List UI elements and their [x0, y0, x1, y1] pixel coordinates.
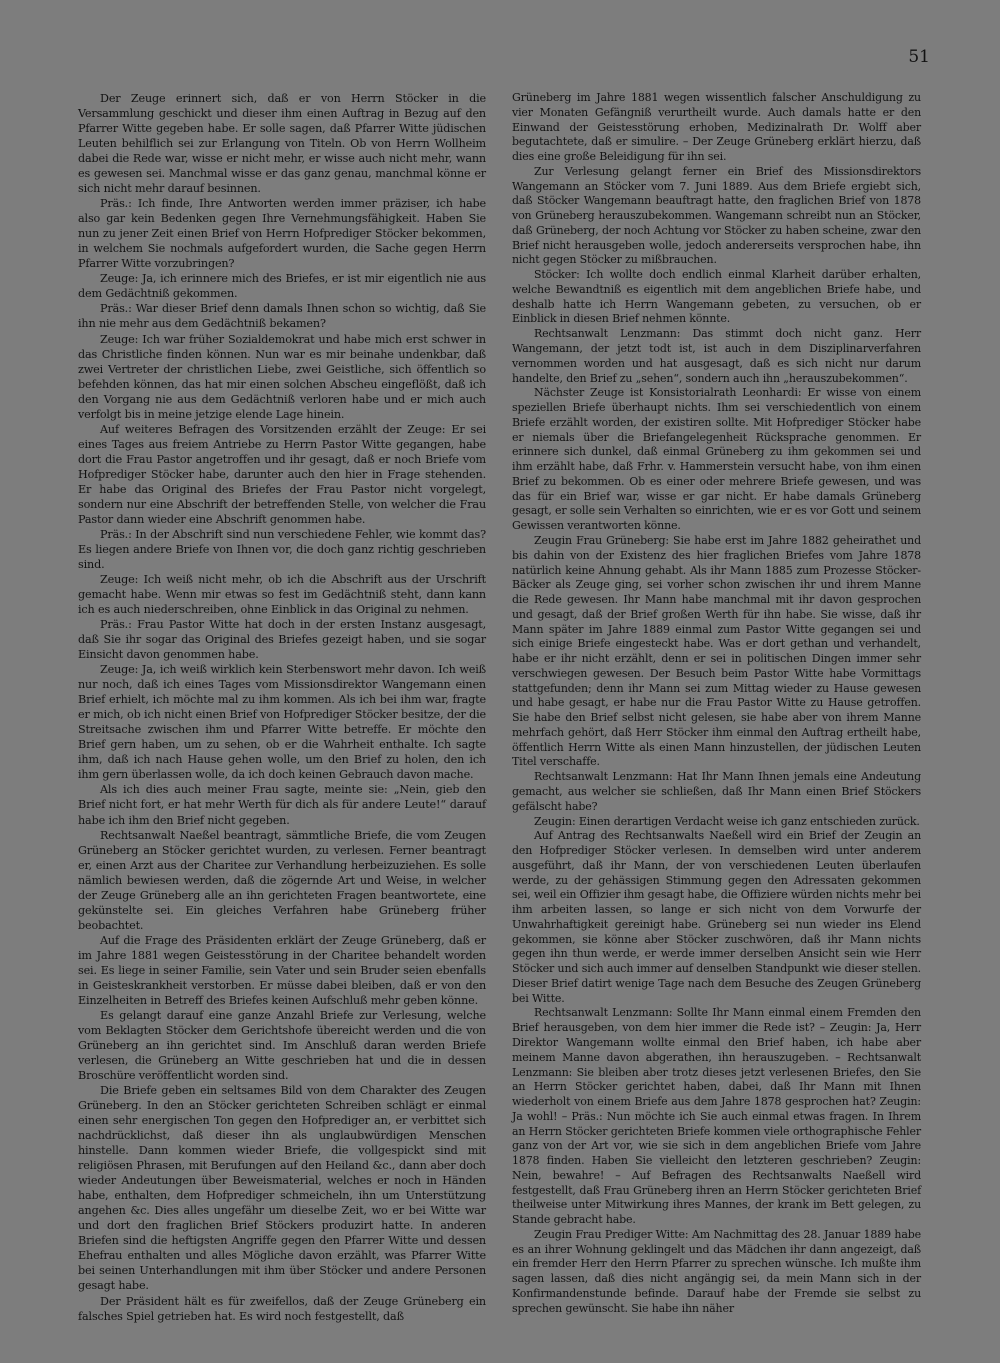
paragraph: Zeuge: Ich weiß nicht mehr, ob ich die Abschrift aus der Urschrift gemacht habe. Wenn mir etwas so fest im Gedächtniß steht, dann kann ich es auch niederschreiben, ohne Einblick in das Original zu nehmen.	[78, 573, 486, 617]
paragraph: Stöcker: Ich wollte doch endlich einmal Klarheit darüber erhalten, welche Bewandtniß es eigentlich mit dem angeblichen Briefe habe, und deshalb hatte ich Herrn Wangemann gebeten, zu versuchen, ob er Einblick in diesen Brief nehmen könnte.	[512, 268, 921, 326]
paragraph: Zeugin Frau Grüneberg: Sie habe erst im Jahre 1882 geheirathet und bis dahin von der Existenz des hier fraglichen Briefes vom Jahre 1878 natürlich keine Ahnung gehabt. Als ihr Mann 1885 zum Prozesse Stöcker-Bäcker als Zeuge ging, sei vorher schon zwischen ihr und ihrem Manne die Rede gewesen. Ihr Mann habe manchmal mit ihr davon gesprochen und gesagt, daß der Brief großen Werth für ihn habe. Sie wisse, daß ihr Mann später im Jahre 1889 einmal zum Pastor Witte gegangen sei und sich einige Briefe eingesteckt habe. Was er dort gethan und verhandelt, habe er ihr nicht erzählt, denn er sei in politischen Dingen immer sehr verschwiegen gewesen. Der Besuch beim Pastor Witte habe Vormittags stattgefunden; denn ihr Mann sei zum Mittag wieder zu Hause gewesen und habe gesagt, er habe nur die Frau Pastor Witte zu Hause getroffen. Sie habe den Brief selbst nicht gelesen, sie habe aber von ihrem Manne mehrfach gehört, daß Herr Stöcker ihm einmal den Auftrag ertheilt habe, öffentlich Herrn Witte als einen Mann hinzustellen, der jüdischen Leuten Titel verschaffe.	[512, 533, 921, 769]
paragraph: Die Briefe geben ein seltsames Bild von dem Charakter des Zeugen Grüneberg. In den an Stöcker gerichteten Schreiben schlägt er einmal einen sehr energischen Ton gegen den Hofprediger an, er verbittet sich nachdrücklichst, daß dieser ihn als unglaubwürdigen Menschen hinstelle. Dann kommen wieder Briefe, die vollgespickt sind mit religiösen Phrasen, mit Berufungen auf den Heiland &c., dann aber doch wieder Andeutungen über Beweismaterial, welches er noch in Händen habe, enthalten, dem Hofprediger schmeicheln, ihn um Unterstützung angehen &c. Dies alles ungefähr um dieselbe Zeit, wo er bei Witte war und dort den fraglichen Brief Stöckers produzirt hatte. In anderen Briefen sind die heftigsten Angriffe gegen den Pfarrer Witte und dessen Ehefrau enthalten und alles Mögliche davon erzählt, was Pfarrer Witte bei seinen Unterhandlungen mit ihm über Stöcker und andere Personen gesagt habe.	[78, 1084, 486, 1293]
paragraph: Zur Verlesung gelangt ferner ein Brief des Missionsdirektors Wangemann an Stöcker vom 7. Juni 1889. Aus dem Briefe ergiebt sich, daß Stöcker Wangemann beauftragt hatte, den fraglichen Brief von 1878 von Grüneberg herauszubekommen. Wangemann schreibt nun an Stöcker, daß Grüneberg, der noch Achtung vor Stöcker zu haben scheine, zwar den Brief nicht herausgeben wolle, jedoch andererseits versprochen habe, ihn nicht gegen Stöcker zu mißbrauchen.	[512, 164, 921, 267]
paragraph: Rechtsanwalt Lenzmann: Hat Ihr Mann Ihnen jemals eine Andeutung gemacht, aus welcher sie schließen, daß Ihr Mann einen Brief Stöckers gefälscht habe?	[512, 770, 921, 813]
paragraph: Rechtsanwalt Lenzmann: Das stimmt doch nicht ganz. Herr Wangemann, der jetzt todt ist, ist auch in dem Disziplinarverfahren vernommen worden und hat ausgesagt, daß es sich nicht nur darum handelte, den Brief zu „sehen“, sondern auch ihn „herauszubekommen“.	[512, 327, 921, 385]
paragraph: Es gelangt darauf eine ganze Anzahl Briefe zur Verlesung, welche vom Beklagten Stöcker dem Gerichtshofe übereicht werden und die von Grüneberg an ihn gerichtet sind. Im Anschluß daran werden Briefe verlesen, die Grüneberg an Witte geschrieben hat und die in dessen Broschüre veröffentlicht worden sind.	[78, 1008, 486, 1083]
paragraph: Der Zeuge erinnert sich, daß er von Herrn Stöcker in die Versammlung geschickt und dieser ihm einen Auftrag in Bezug auf den Pfarrer Witte gegeben habe. Er solle sagen, daß Pfarrer Witte jüdischen Leuten behilflich sei zur Erlangung von Titeln. Ob von Herrn Wollheim dabei die Rede war, wisse er nicht mehr, er wisse auch nicht mehr, wann es gewesen sei. Manchmal wisse er das ganz genau, manchmal könne er sich nicht mehr darauf besinnen.	[78, 92, 486, 196]
paragraph: Der Präsident hält es für zweifellos, daß der Zeuge Grüneberg ein falsches Spiel getrieben hat. Es wird noch festgestellt, daß	[78, 1294, 486, 1323]
paragraph: Präs.: Frau Pastor Witte hat doch in der ersten Instanz ausgesagt, daß Sie ihr sogar das Original des Briefes gezeigt haben, und sie sogar Einsicht davon genommen habe.	[78, 618, 486, 662]
paragraph: Auf die Frage des Präsidenten erklärt der Zeuge Grüneberg, daß er im Jahre 1881 wegen Geistesstörung in der Charitee behandelt worden sei. Es liege in seiner Familie, sein Vater und sein Bruder seien ebenfalls in Geisteskrankheit verstorben. Er müsse dabei bleiben, daß er von den Einzelheiten in Betreff des Briefes keinen Aufschluß mehr geben könne.	[78, 933, 486, 1007]
right-column	[512, 91, 921, 1331]
paragraph: Rechtsanwalt Lenzmann: Sollte Ihr Mann einmal einem Fremden den Brief herausgeben, von dem hier immer die Rede ist? – Zeugin: Ja, Herr Direktor Wangemann wollte einmal den Brief haben, ich habe aber meinem Manne davon abgerathen, ihn herauszugeben. – Rechtsanwalt Lenzmann: Sie bleiben aber trotz dieses jetzt verlesenen Briefes, den Sie an Herrn Stöcker gerichtet haben, dabei, daß Ihr Mann mit Ihnen wiederholt von einem Briefe aus dem Jahre 1878 gesprochen hat? Zeugin: Ja wohl! – Präs.: Nun möchte ich Sie auch einmal etwas fragen. In Ihrem an Herrn Stöcker gerichteten Briefe kommen viele orthographische Fehler ganz von der Art vor, wie sie sich in dem angeblichen Briefe vom Jahre 1878 finden. Haben Sie vielleicht den letzteren geschrieben? Zeugin: Nein, bewahre! – Auf Befragen des Rechtsanwalts Naeßell wird festgestellt, daß Frau Grüneberg ihren an Herrn Stöcker gerichteten Brief theilweise unter Mitwirkung ihres Mannes, der krank im Bett gelegen, zu Stande gebracht habe.	[512, 1006, 921, 1227]
page-number: 51	[908, 47, 930, 67]
paragraph: Präs.: In der Abschrift sind nun verschiedene Fehler, wie kommt das? Es liegen andere Briefe von Ihnen vor, die doch ganz richtig geschrieben sind.	[78, 527, 486, 571]
paragraph: Präs.: Ich finde, Ihre Antworten werden immer präziser, ich habe also gar kein Bedenken gegen Ihre Vernehmungsfähigkeit. Haben Sie nun zu jener Zeit einen Brief von Herrn Hofprediger Stöcker bekommen, in welchem Sie nochmals aufgefordert wurden, die Sache gegen Herrn Pfarrer Witte vorzubringen?	[78, 197, 486, 271]
paragraph: Zeugin: Einen derartigen Verdacht weise ich ganz entschieden zurück.	[534, 814, 920, 828]
paragraph: Zeugin Frau Prediger Witte: Am Nachmittag des 28. Januar 1889 habe es an ihrer Wohnung geklingelt und das Mädchen ihr dann angezeigt, daß ein fremder Herr den Herrn Pfarrer zu sprechen wünsche. Ich mußte ihm sagen lassen, daß dies nicht angängig sei, da mein Mann sich in der Konfirmandenstunde befinde. Darauf habe der Fremde sie selbst zu sprechen gewünscht. Sie habe ihn näher	[512, 1227, 921, 1315]
paragraph: Zeuge: Ja, ich erinnere mich des Briefes, er ist mir eigentlich nie aus dem Gedächtniß gekommen.	[78, 272, 486, 301]
paragraph: Nächster Zeuge ist Konsistorialrath Leonhardi: Er wisse von einem speziellen Briefe überhaupt nichts. Ihm sei verschiedentlich von einem Briefe erzählt worden, der existiren sollte. Mit Hofprediger Stöcker habe er niemals über die Briefangelegenheit Rücksprache genommen. Er erinnere sich dunkel, daß einmal Grüneberg zu ihm gekommen sei und ihm erzählt habe, daß Frhr. v. Hammerstein versucht habe, von ihm einen Brief zu bekommen. Ob es einer oder mehrere Briefe gewesen, und was das für ein Brief war, wisse er gar nicht. Er habe damals Grüneberg gesagt, er solle sein Verhalten so einrichten, wie er es vor Gott und seinem Gewissen verantworten könne.	[512, 386, 921, 533]
paragraph: Als ich dies auch meiner Frau sagte, meinte sie: „Nein, gieb den Brief nicht fort, er hat mehr Werth für dich als für andere Leute!“ darauf habe ich ihm den Brief nicht gegeben.	[78, 783, 486, 827]
paragraph: Rechtsanwalt Naeßel beantragt, sämmtliche Briefe, die vom Zeugen Grüneberg an Stöcker gerichtet wurden, zu verlesen. Ferner beantragt er, einen Arzt aus der Charitee zur Verhandlung herbeizuziehen. Es solle nämlich bewiesen werden, daß die zögernde Art und Weise, in welcher der Zeuge Grüneberg alle an ihn gerichteten Fragen beantwortete, eine gekünstelte sei. Ein gleiches Verfahren habe Grüneberg früher beobachtet.	[78, 828, 486, 932]
paragraph: Präs.: War dieser Brief denn damals Ihnen schon so wichtig, daß Sie ihn nie mehr aus dem Gedächtniß bekamen?	[78, 302, 486, 331]
paragraph: Zeuge: Ich war früher Sozialdemokrat und habe mich erst schwer in das Christliche finden können. Nun war es mir beinahe undenkbar, daß zwei Vertreter der christlichen Liebe, zwei Geistliche, sich öffentlich so befehden können, das hat mir einen solchen Abscheu eingeflößt, daß ich den Vorgang nie aus dem Gedächtniß verloren habe und er mich auch verfolgt bis in meine jetzige elende Lage hinein.	[78, 332, 486, 421]
left-column	[78, 91, 486, 1331]
paragraph: Zeuge: Ja, ich weiß wirklich kein Sterbenswort mehr davon. Ich weiß nur noch, daß ich eines Tages vom Missionsdirektor Wangemann einen Brief erhielt, ich möchte mal zu ihm kommen. Als ich bei ihm war, fragte er mich, ob ich nicht einen Brief von Hofprediger Stöcker besitze, der die Streitsache zwischen ihm und Pfarrer Witte betreffe. Er möchte den Brief gern haben, um zu sehen, ob er die Wahrheit enthalte. Ich sagte ihm, daß ich nach Hause gehen wolle, um den Brief zu holen, den ich ihm gern überlassen wolle, da ich doch keinen Gebrauch davon mache.	[78, 663, 486, 782]
paragraph: Auf weiteres Befragen des Vorsitzenden erzählt der Zeuge: Er sei eines Tages aus freiem Antriebe zu Herrn Pastor Witte gegangen, habe dort die Frau Pastor angetroffen und ihr gesagt, daß er noch Briefe vom Hofprediger Stöcker habe, darunter auch den hier in Frage stehenden. Er habe das Original des Briefes der Frau Pastor nicht vorgelegt, sondern nur eine Abschrift der betreffenden Stelle, von welcher die Frau Pastor dann wieder eine Abschrift genommen habe.	[78, 422, 486, 526]
paragraph: Grüneberg im Jahre 1881 wegen wissentlich falscher Anschuldigung zu vier Monaten Gefängniß verurtheilt wurde. Auch damals hatte er den Einwand der Geistesstörung erhoben, Medizinalrath Dr. Wolff aber begutachtete, daß er simulire. – Der Zeuge Grüneberg erklärt hierzu, daß dies eine große Beleidigung für ihn sei.	[512, 91, 921, 164]
paragraph: Auf Antrag des Rechtsanwalts Naeßell wird ein Brief der Zeugin an den Hofprediger Stöcker verlesen. In demselben wird unter anderem ausgeführt, daß ihr Mann, der von verschiedenen Leuten überlaufen werde, zu der gehässigen Stimmung gegen den Adressaten gekommen sei, weil ein Offizier ihm gesagt habe, die Offiziere würden nichts mehr bei ihm arbeiten lassen, so lange er sich nicht von dem Vorwurfe der Unwahrhaftigkeit gereinigt habe. Grüneberg sei nun wieder ins Elend gekommen, sie könne aber Stöcker zuschwören, daß ihr Mann nichts gegen ihn thun werde, er werde immer derselben Ansicht sein wie Herr Stöcker und sich auch immer auf denselben Standpunkt wie dieser stellen. Dieser Brief datirt wenige Tage nach dem Besuche des Zeugen Grüneberg bei Witte.	[512, 829, 921, 1005]
